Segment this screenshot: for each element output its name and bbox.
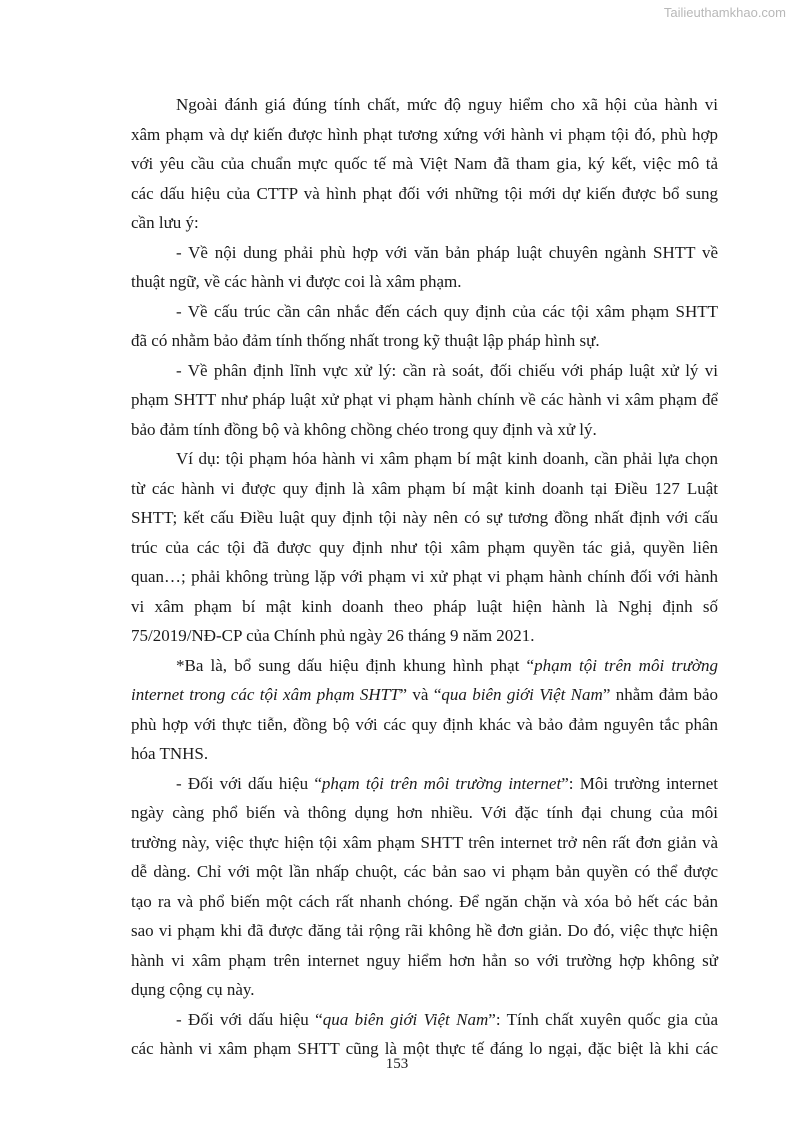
text-segment: ” nhằm đảm bảo [602,685,718,704]
text-segment: trường này, việc thực hiện tội xâm phạm SHTT trên internet trở nên rất đơn giản và [131,832,718,852]
text-line [131,916,718,946]
text-segment: hành vi xâm phạm trên internet nguy hiểm hơn hẳn so với trường hợp không sử [131,950,718,970]
text-line [131,444,718,474]
text-line [131,592,718,622]
text-segment: từ các hành vi được quy định là xâm phạm bí mật kinh doanh tại Điều 127 Luật [131,478,718,498]
text-line [131,179,718,209]
text-segment: phù hợp với thực tiễn, đồng bộ với các quy định khác và bảo đảm nguyên tắc phân [131,714,718,734]
text-segment: các dấu hiệu của CTTP và hình phạt đối với những tội mới dự kiến được bổ sung [131,183,718,203]
text-segment: vi xâm phạm bí mật kinh doanh theo pháp luật hiện hành là Nghị định số [131,596,718,616]
page-number: 153 [385,1056,409,1072]
text-line [131,887,718,917]
text-segment: cần lưu ý: [131,213,199,232]
text-segment: ” và “ [399,685,442,704]
text-segment: dễ dàng. Chỉ với một lần nhấp chuột, các bản sao vi phạm bản quyền có thể được [131,862,718,881]
text-segment: hóa TNHS. [131,744,209,763]
text-segment: ”: Tính chất xuyên quốc gia của [488,1009,718,1029]
text-segment: sao vi phạm khi đã được đăng tải rộng rãi không hề đơn giản. Do đó, việc thực hiện [131,921,718,940]
italic-text: phạm tội trên môi trường internet [321,773,562,793]
text-segment: các hành vi xâm phạm SHTT cũng là một thực tế đáng lo ngại, đặc biệt là khi các [131,1039,718,1058]
text-line [131,503,718,533]
text-line [131,267,718,297]
text-segment: *Ba là, bổ sung dấu hiệu định khung hình phạt “ [176,655,535,675]
text-segment: thuật ngữ, về các hành vi được coi là xâm phạm. [131,272,462,291]
text-segment: - Về cấu trúc cần cân nhắc đến cách quy định của các tội xâm phạm SHTT [176,301,718,321]
text-line [131,474,718,504]
text-line [131,1005,718,1035]
text-segment: - Về phân định lĩnh vực xử lý: cần rà soát, đối chiếu với pháp luật xử lý vi [176,360,718,380]
italic-text: phạm tội trên môi trường [534,655,719,675]
text-line [131,769,718,799]
text-line [131,297,718,327]
text-segment: bảo đảm tính đồng bộ và không chồng chéo trong quy định và xử lý. [131,419,597,439]
text-line [131,326,718,356]
text-segment: ”: Môi trường internet [561,773,719,793]
watermark: Tailieuthamkhao.com [663,5,786,20]
text-segment: ngày càng phổ biến và thông dụng hơn nhiều. Với đặc tính đại chung của môi [131,803,718,822]
text-line [131,120,718,150]
text-line [131,946,718,976]
text-line [131,621,718,651]
text-line [131,562,718,592]
text-line [131,238,718,268]
text-segment: - Đối với dấu hiệu “ [176,773,322,793]
text-segment: - Đối với dấu hiệu “ [176,1009,323,1029]
text-line [131,208,718,238]
text-line [131,385,718,415]
text-segment: trúc của các tội đã được quy định như tội xâm phạm quyền tác giả, quyền liên [131,537,718,557]
text-segment: tạo ra và phổ biến một cách rất nhanh chóng. Để ngăn chặn và xóa bỏ hết các bản [131,891,718,911]
text-segment: xâm phạm và dự kiến được hình phạt tương xứng với hành vi phạm tội đó, phù hợp [131,124,718,144]
text-line [131,798,718,828]
text-segment: đã có nhằm bảo đảm tính thống nhất trong kỹ thuật lập pháp hình sự. [131,331,600,350]
italic-text: qua biên giới Việt Nam [441,685,603,704]
text-segment: phạm SHTT như pháp luật xử phạt vi phạm hành chính về các hành vi xâm phạm để [131,390,718,409]
text-segment: dụng cộng cụ này. [131,980,255,999]
text-segment: Ngoài đánh giá đúng tính chất, mức độ nguy hiểm cho xã hội của hành vi [176,95,718,114]
text-line [131,533,718,563]
body-text [131,90,718,1064]
text-line [131,975,718,1005]
text-segment: SHTT; kết cấu Điều luật quy định tội này nên có sự tương đồng nhất định với cấu [131,508,718,527]
text-line [131,415,718,445]
text-segment: 75/2019/NĐ-CP của Chính phủ ngày 26 tháng 9 năm 2021. [131,626,535,645]
italic-text: internet trong các tội xâm phạm SHTT [131,685,400,704]
text-line [131,857,718,887]
text-line [131,90,718,120]
text-line [131,710,718,740]
text-line [131,828,718,858]
text-line [131,356,718,386]
text-line [131,739,718,769]
text-line [131,149,718,179]
italic-text: qua biên giới Việt Nam [322,1009,489,1029]
text-line [131,680,718,710]
text-line [131,651,718,681]
text-segment: quan…; phải không trùng lặp với phạm vi xử phạt vi phạm hành chính đối với hành [131,567,718,586]
text-segment: Ví dụ: tội phạm hóa hành vi xâm phạm bí mật kinh doanh, cần phải lựa chọn [176,449,718,468]
text-segment: với yêu cầu của chuẩn mực quốc tế mà Việt Nam đã tham gia, ký kết, việc mô tả [131,154,718,173]
text-segment: - Về nội dung phải phù hợp với văn bản pháp luật chuyên ngành SHTT về [176,242,718,262]
